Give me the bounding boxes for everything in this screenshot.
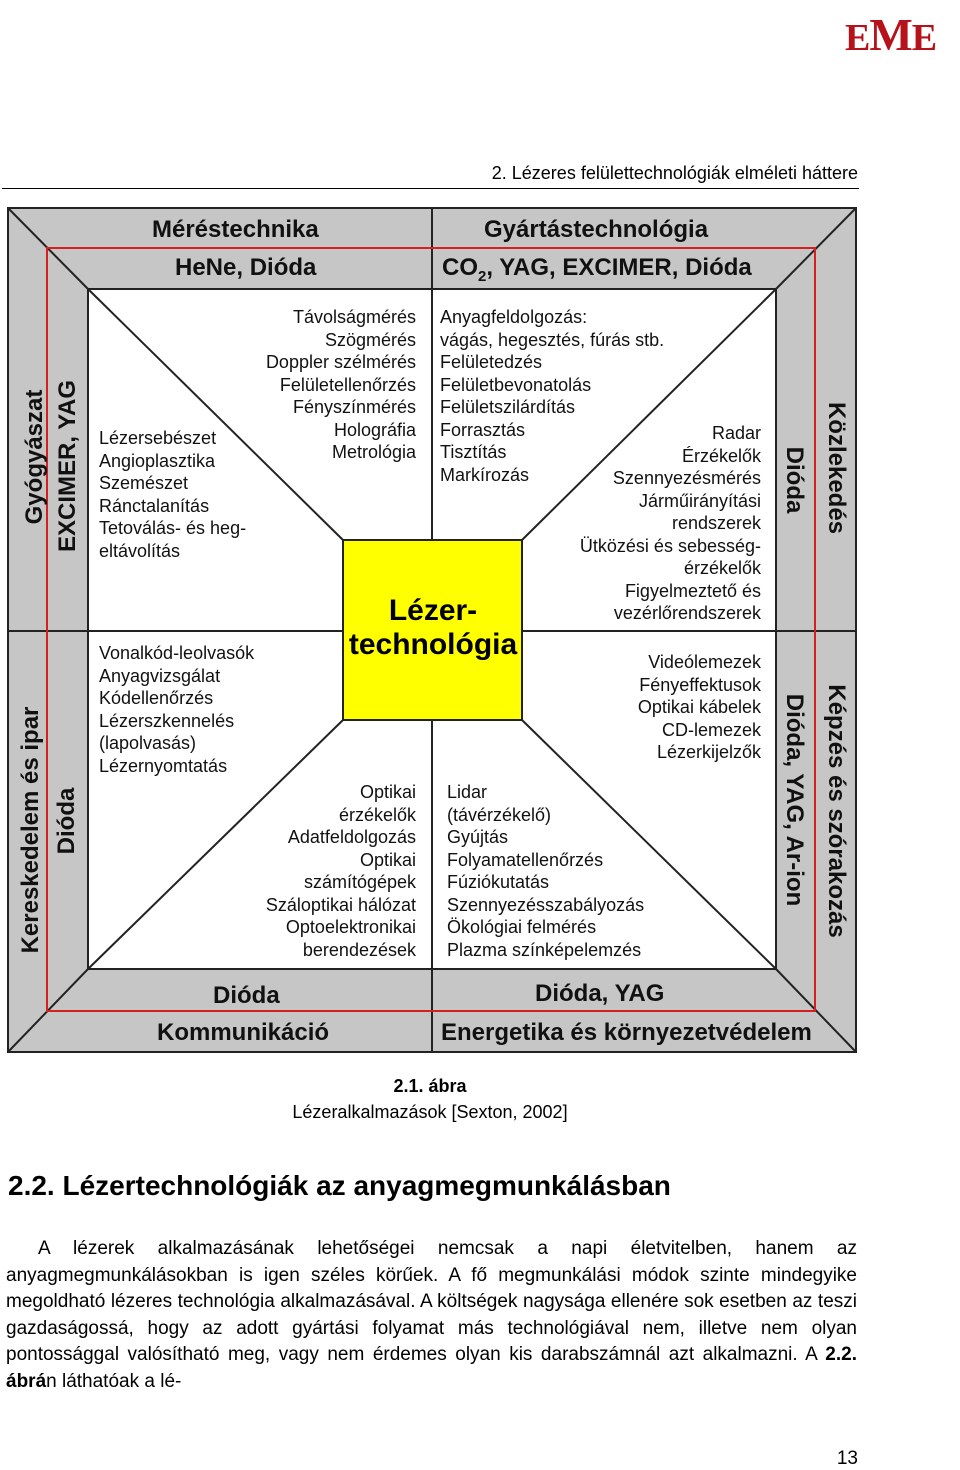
list-item: Fényeffektusok bbox=[639, 674, 761, 695]
list-item: Lézerkijelzők bbox=[656, 742, 761, 762]
list-item: (lapolvasás) bbox=[99, 733, 197, 753]
list-item: érzékelők bbox=[338, 804, 416, 825]
medical-title: Gyógyászat bbox=[21, 389, 48, 525]
list-item: Vonalkód-leolvasók bbox=[99, 643, 255, 663]
list-item: számítógépek bbox=[303, 872, 416, 892]
list-item: Figyelmeztető és bbox=[624, 580, 761, 601]
commerce-title: Kereskedelem és ipar bbox=[17, 706, 44, 954]
list-item: Optikai kábelek bbox=[637, 697, 761, 717]
list-item: Ütközési és sebesség- bbox=[579, 535, 761, 556]
figure-number: 2.1. ábra bbox=[393, 1076, 467, 1096]
page-number: 13 bbox=[836, 1448, 858, 1469]
publisher-logo: EME bbox=[845, 9, 937, 60]
communication-list bbox=[266, 781, 416, 961]
list-item: Felületellenőrzés bbox=[279, 374, 416, 395]
list-item: Metrológia bbox=[331, 442, 416, 462]
energy-lasers: Dióda, YAG bbox=[535, 980, 665, 1007]
list-item: Optoelektronikai bbox=[285, 917, 416, 937]
center-title: Lézer- technológia bbox=[348, 594, 518, 661]
list-item: Szemészet bbox=[99, 473, 189, 493]
entertainment-lasers: Dióda, YAG, Ar-ion bbox=[781, 693, 808, 907]
energy-list bbox=[447, 781, 644, 961]
list-item: Szögmérés bbox=[324, 329, 416, 350]
list-item: Ránctalanítás bbox=[99, 495, 210, 516]
list-item: Lézersebészet bbox=[99, 428, 217, 448]
list-item: Tisztítás bbox=[440, 442, 507, 462]
list-item: Lidar bbox=[447, 782, 488, 802]
list-item: vezérlőrendszerek bbox=[613, 603, 761, 623]
list-item: Érzékelők bbox=[681, 445, 761, 466]
list-item: Lézernyomtatás bbox=[99, 755, 228, 776]
list-item: érzékelők bbox=[683, 558, 761, 578]
communication-lasers: Dióda bbox=[213, 982, 280, 1009]
list-item: Doppler szélmérés bbox=[265, 352, 416, 372]
list-item: Anyagvizsgálat bbox=[99, 665, 221, 686]
list-item: Angioplasztika bbox=[99, 450, 216, 471]
figure-reference: 2.2. ábrá bbox=[6, 1344, 857, 1392]
list-item: Kódellenőrzés bbox=[99, 688, 214, 708]
transport-title: Közlekedés bbox=[823, 401, 850, 535]
list-item: Anyagfeldolgozás: bbox=[440, 307, 588, 327]
transport-lasers: Dióda bbox=[781, 446, 808, 514]
list-item: Markírozás bbox=[440, 464, 530, 485]
medical-list bbox=[99, 427, 246, 562]
list-item: Folyamatellenőrzés bbox=[447, 849, 604, 870]
list-item: Gyújtás bbox=[447, 827, 509, 847]
manufacturing-lasers: $CO_2$, YAG, EXCIMER, Dióda bbox=[442, 254, 752, 285]
measurement-title: Méréstechnika bbox=[152, 216, 319, 243]
list-item: Optikai bbox=[359, 849, 416, 870]
list-item: Távolságmérés bbox=[292, 307, 416, 327]
commerce-lasers: Dióda bbox=[53, 787, 80, 855]
list-item: Szennyezésszabályozás bbox=[447, 894, 645, 915]
list-item: CD-lemezek bbox=[661, 719, 761, 740]
list-item: Fúziókutatás bbox=[447, 872, 550, 892]
section-heading: 2.2. Lézertechnológiák az anyagmegmunkálásban bbox=[8, 1170, 671, 1201]
communication-title: Kommunikáció bbox=[157, 1019, 330, 1046]
list-item: Plazma színképelemzés bbox=[447, 939, 642, 960]
chapter-title: 2. Lézeres felülettechnológiák elméleti háttere bbox=[491, 163, 858, 183]
transport-list bbox=[580, 422, 761, 625]
list-item: Forrasztás bbox=[440, 419, 526, 440]
list-item: Fényszínmérés bbox=[292, 397, 416, 417]
list-item: Tetoválás- és heg- bbox=[99, 518, 247, 538]
list-item: Felületedzés bbox=[440, 352, 543, 372]
list-item: Adatfeldolgozás bbox=[287, 827, 416, 847]
list-item: vágás, hegesztés, fúrás stb. bbox=[440, 329, 665, 350]
measurement-lasers: HeNe, Dióda bbox=[175, 254, 317, 281]
list-item: Ökológiai felmérés bbox=[447, 917, 597, 937]
list-item: Száloptikai hálózat bbox=[265, 894, 416, 915]
list-item: Felületbevonatolás bbox=[440, 374, 592, 395]
list-item: eltávolítás bbox=[99, 540, 181, 561]
manufacturing-title: Gyártástechnológia bbox=[484, 216, 709, 243]
commerce-list bbox=[99, 642, 254, 777]
list-item: Szennyezésmérés bbox=[612, 468, 761, 488]
list-item: Járműirányítási bbox=[638, 490, 761, 511]
list-item: Lézerszkennelés bbox=[99, 710, 235, 731]
list-item: Optikai bbox=[359, 782, 416, 802]
list-item: Felületszilárdítás bbox=[440, 397, 576, 417]
energy-title: Energetika és környezetvédelem bbox=[441, 1019, 812, 1046]
list-item: Videólemezek bbox=[648, 652, 761, 672]
entertainment-list bbox=[638, 651, 761, 764]
list-item: berendezések bbox=[302, 939, 416, 960]
list-item: Holográfia bbox=[333, 419, 416, 440]
list-item: Radar bbox=[711, 423, 761, 443]
list-item: (távérzékelő) bbox=[447, 804, 552, 825]
measurement-list bbox=[266, 306, 416, 464]
body-paragraph: A lézerek alkalmazásának lehetőségei nemcsak a napi életvitelben, hanem az anyagmegmunkálásokban is igen széles körűek. A fő megmunkálási módok szinte mindegyike megoldható lézeres technológia alkalmazásával. A költségek nagysága ellenére sok esetben az teszi gazdaságossá, hogy az adott gyártási folyamat más technológiával nem, illetve nem olyan pontossággal valósítható meg, vagy nem érdemes olyan kis darabszámnál azt alkalmazni. A 2.2. ábrán láthatóak a lé- bbox=[6, 1238, 857, 1392]
medical-lasers: EXCIMER, YAG bbox=[54, 379, 81, 553]
entertainment-title: Képzés és szórakozás bbox=[823, 684, 850, 938]
figure-caption: Lézeralkalmazások [Sexton, 2002] bbox=[292, 1102, 568, 1122]
list-item: rendszerek bbox=[671, 513, 761, 533]
